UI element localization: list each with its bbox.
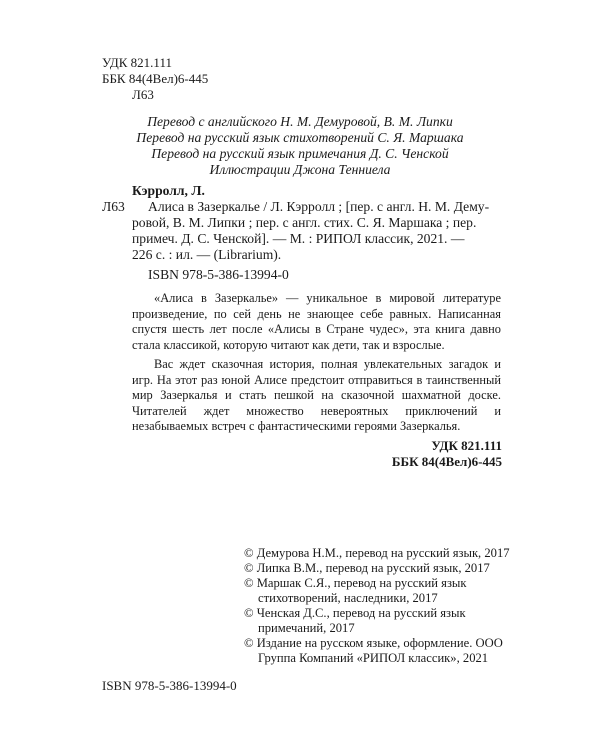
- bib-line-2: ровой, В. М. Липки ; пер. с англ. стих. С. Я. Маршака ; пер.: [132, 215, 477, 230]
- annotation-paragraph: «Алиса в Зазеркалье» — уникальное в мировой литературе произведение, по сей день не знающее себе равных. Написанная спустя шесть лет после «Алисы в Стране чудес», эта книга давно стала классикой, которую читают как дети, так и взрослые.: [132, 291, 501, 352]
- bib-line-1: Алиса в Зазеркалье / Л. Кэрролл ; [пер. с англ. Н. М. Дему-: [148, 199, 490, 214]
- author-heading: Кэрролл, Л.: [132, 183, 205, 198]
- copyright-entry: © Маршак С.Я., перевод на русский язык стихотворений, наследники, 2017: [244, 576, 467, 605]
- author-mark-top: Л63: [132, 87, 154, 102]
- author-mark: Л63: [102, 199, 125, 214]
- copyright-entry: © Ченская Д.С., перевод на русский язык примечаний, 2017: [244, 606, 466, 635]
- bib-line-3: примеч. Д. С. Ченской]. — М. : РИПОЛ классик, 2021. —: [132, 231, 465, 246]
- credit-poems: Перевод на русский язык стихотворений С. Я. Маршака: [136, 130, 464, 145]
- copyright-entry: © Демурова Н.М., перевод на русский язык, 2017: [244, 546, 510, 560]
- credit-notes: Перевод на русский язык примечания Д. С. Ченской: [151, 146, 449, 161]
- udk-bottom: УДК 821.111: [431, 438, 502, 453]
- annotation-paragraph: Вас ждет сказочная история, полная увлекательных загадок и игр. На этот раз юной Алисе предстоит отправиться в таинственный мир Зазеркалья и стать пешкой на сказочной шахматной доске. Читателей ждет множество невероятных приключений и незабываемых встреч с фантастическими героями Зазеркалья.: [132, 357, 501, 433]
- bbk-bottom: ББК 84(4Вел)6-445: [391, 454, 502, 469]
- bbk-top: ББК 84(4Вел)6-445: [102, 71, 209, 86]
- bib-line-4: 226 с. : ил. — (Librarium).: [132, 247, 282, 262]
- credit-illustrations: Иллюстрации Джона Тенниела: [209, 162, 391, 177]
- copyright-entry: © Издание на русском языке, оформление. ООО Группа Компаний «РИПОЛ классик», 2021: [244, 636, 503, 665]
- isbn-bottom: ISBN 978-5-386-13994-0: [102, 678, 237, 693]
- isbn-main: ISBN 978-5-386-13994-0: [148, 267, 289, 282]
- copyright-entry: © Липка В.М., перевод на русский язык, 2017: [244, 561, 490, 575]
- annotation: [132, 291, 501, 435]
- copyright-block: [244, 546, 524, 666]
- udk-top: УДК 821.111: [102, 55, 172, 70]
- credit-translation: Перевод с английского Н. М. Демуровой, В. М. Липки: [147, 114, 453, 129]
